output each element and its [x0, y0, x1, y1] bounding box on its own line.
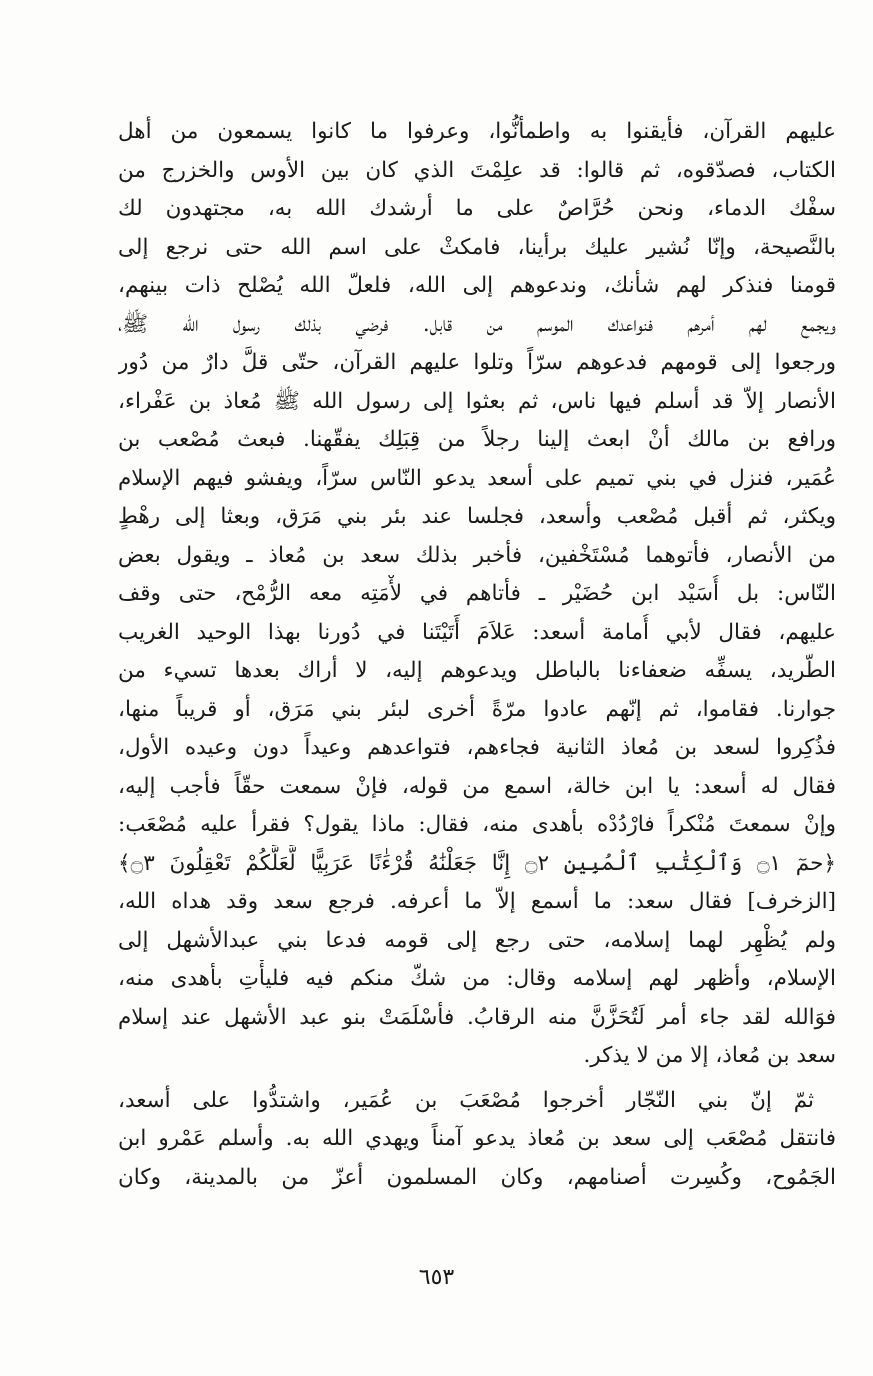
- text-line: عُمَير، فنزل في بني تميم على أسعد يدعو النّاس سرّاً، ويفشو فيهم الإسلام: [118, 465, 836, 491]
- text-line: ثمّ إنّ بني النّجّار أخرجوا مُصْعَبَ بن عُمَير، واشتدُّوا على أسعد،: [118, 1087, 814, 1113]
- text-line: الطّريد، يسفِّه ضعفاءنا بالباطل ويدعوهم إليه، لا أراك بعدها تسيء من: [118, 658, 836, 683]
- text-line: الأنصار إلاّ قد أسلم فيها ناس، ثم بعثوا إلى رسول الله ﷺ مُعاذ بن عَفْراء،: [118, 388, 836, 414]
- text-line: عليهم القرآن، فأيقنوا به واطمأنُّوا، وعرفوا ما كانوا يسمعون من أهل: [118, 119, 836, 144]
- text-line: فذُكِروا لسعد بن مُعاذ الثانية فجاءهم، فتواعدهم وعيداً دون وعيده الأول،: [118, 735, 836, 760]
- text-line: ويجمع لهم أمرهم فنواعدك الموسم من قابل. فرضي بذلك رسول الله ﷺ،: [118, 311, 836, 337]
- text-line: الإسلام، وأظهر لهم إسلامه وقال: من شكّ منكم فيه فليأْتِ بأهدى منه،: [118, 966, 836, 991]
- text-line: النّاس: بل أُسَيْد ابن حُضَيْر ـ فأتاهم في لأْمَتِه معه الرُّمْح، حتى وقف: [118, 581, 836, 606]
- text-line: فوَالله لقد جاء أمر لَتُحَزَّنَّ منه الرقابُ. فأسْلَمَتْ بنو عبد الأشهل عند إسلام: [118, 1004, 836, 1030]
- text-line: ولم يُظْهِر لهما إسلامه، حتى رجع إلى قومه فدعا بني عبدالأشهل إلى: [118, 927, 836, 953]
- body-text: [118, 113, 836, 1197]
- text-line: سفْك الدماء، ونحن حُرَّاصٌ على ما أرشدك الله به، مجتهدون لك: [118, 196, 836, 221]
- text-line: قومنا فنذكر لهم شأنك، وندعوهم إلى الله، فلعلّ الله يُصْلح ذات بينهم،: [118, 273, 836, 298]
- text-line: ورافع بن مالك أنْ ابعث إلينا رجلاً من قِبَلِك يفقّهنا. فبعث مُصْعب بن: [118, 427, 836, 452]
- text-line: الجَمُوح، وكُسِرت أصنامهم، وكان المسلمون أعزّ من بالمدينة، وكان: [118, 1164, 836, 1190]
- text-line: سعد بن مُعاذ، إلا من لا يذكر.: [583, 1043, 836, 1068]
- text-line: ويكثر، ثم أقبل مُصْعب وأسعد، فجلسا عند بئر بني مَرَق، وبعثا إلى رهْطٍ: [118, 504, 836, 529]
- quran-verse-line: ﴿حمٓ ۝١ وَٱلْكِتَٰبِ ٱلْمُبِينِ ۝٢ إِنَّا جَعَلْنَٰهُ قُرْءَٰنًا عَرَبِيًّا لَّعَلَّكُمْ تَعْقِلُونَ ۝٣﴾: [118, 850, 836, 876]
- text-line: بالنَّصيحة، وإنّا نُشير عليك برأينا، فامكثْ على اسم الله حتى نرجع إلى: [118, 234, 836, 260]
- page-number: ٦٥٣: [418, 1265, 455, 1290]
- text-line: فقال له أسعد: يا ابن خالة، اسمع من قوله، فإنْ سمعت حقّاً فأجب إليه،: [118, 773, 836, 799]
- text-line: من الأنصار، فأتوهما مُسْتَخْفين، فأخبر بذلك سعد بن مُعاذ ـ ويقول بعض: [118, 542, 836, 568]
- text-line: وإنْ سمعتَ مُنْكراً فارْدُدْه بأهدى منه، فقال: ماذا يقول؟ فقرأ عليه مُصْعَب:: [118, 812, 836, 837]
- text-line: الكتاب، فصدّقوه، ثم قالوا: قد علِمْتَ الذي كان بين الأوس والخزرج من: [118, 157, 836, 183]
- text-line: جوارنا. فقاموا، ثم إنّهم عادوا مرّةً أخرى لبئر بني مَرَق، أو قريباً منها،: [118, 696, 836, 722]
- text-line: [الزخرف] فقال سعد: ما أسمع إلاّ ما أعرفه. فرجع سعد وقد هداه الله،: [118, 889, 836, 914]
- text-line: فانتقل مُصْعَب إلى سعد بن مُعاذ يدعو آمناً ويهدي الله به. وأسلم عَمْرو ابن: [118, 1126, 836, 1151]
- text-line: عليهم، فقال لأبي أُمامة أسعد: عَلاَمَ أَتَيْتَنا في دُورنا بهذا الوحيد الغريب: [118, 619, 836, 645]
- text-line: ورجعوا إلى قومهم فدعوهم سرّاً وتلوا عليهم القرآن، حتّى قلَّ دارٌ من دُور: [118, 350, 836, 375]
